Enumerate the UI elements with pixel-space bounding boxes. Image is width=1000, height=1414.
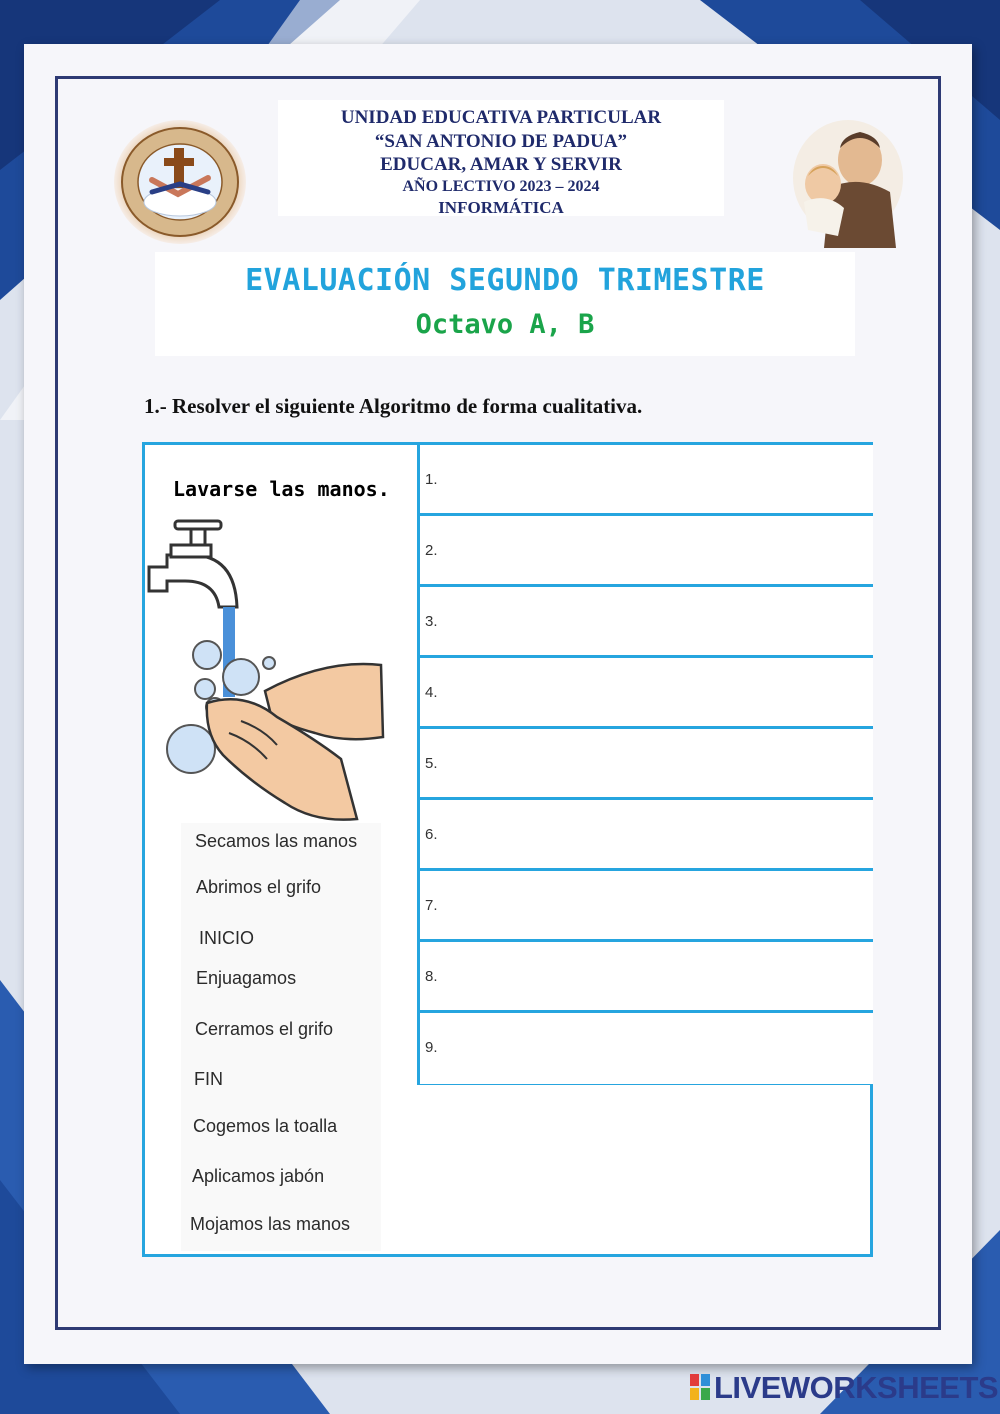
step-number: 5. [425,755,438,772]
option-item[interactable]: Aplicamos jabón [192,1166,325,1186]
step-drop-slot[interactable] [420,445,873,516]
task-title: Lavarse las manos. [173,477,390,501]
school-name-line1: UNIDAD EDUCATIVA PARTICULAR [340,107,662,128]
step-drop-slot[interactable] [420,871,873,942]
option-item[interactable]: INICIO [199,928,255,948]
step-number: 3. [425,613,438,630]
step-drop-slot[interactable] [420,658,873,729]
step-number: 4. [425,684,438,701]
step-number: 6. [425,826,438,843]
step-number: 9. [425,1039,438,1056]
option-item[interactable]: Mojamos las manos [190,1214,351,1234]
step-drop-slot[interactable] [420,729,873,800]
saint-anthony-image [778,118,908,250]
step-drop-slot[interactable] [420,942,873,1013]
school-motto: EDUCAR, AMAR Y SERVIR [380,154,622,175]
option-item[interactable]: Cogemos la toalla [193,1116,338,1136]
option-item[interactable]: FIN [194,1069,223,1089]
evaluation-subtitle: Octavo A, B [415,309,595,340]
step-drop-slot[interactable] [420,587,873,658]
step-number: 1. [425,471,438,488]
evaluation-title: EVALUACIÓN SEGUNDO TRIMESTRE [245,263,765,298]
school-year: AÑO LECTIVO 2023 – 2024 [402,178,600,195]
question-instruction: 1.- Resolver el siguiente Algoritmo de forma cualitativa. [144,394,643,418]
school-header [278,100,724,216]
option-item[interactable]: Enjuagamos [196,968,297,988]
step-number: 2. [425,542,438,559]
option-item[interactable]: Abrimos el grifo [196,877,322,897]
options-column [145,445,417,1254]
step-number: 7. [425,897,438,914]
algorithm-exercise [142,442,873,1257]
subject-name: INFORMÁTICA [438,198,564,217]
liveworksheets-logo-text: LIVEWORKSHEETS [714,1370,999,1405]
step-drop-slot[interactable] [420,1013,873,1084]
handwashing-illustration [145,519,417,829]
school-seal-logo [112,118,248,246]
school-name-line2: “SAN ANTONIO DE PADUA” [374,131,628,152]
option-item[interactable]: Secamos las manos [195,831,358,851]
steps-answer-list [417,445,873,1085]
liveworksheets-mark-icon [690,1374,710,1400]
option-item[interactable]: Cerramos el grifo [195,1019,334,1039]
step-drop-slot[interactable] [420,800,873,871]
step-drop-slot[interactable] [420,516,873,587]
liveworksheets-logo[interactable] [690,1370,999,1410]
step-number: 8. [425,968,438,985]
evaluation-title-block [155,252,855,356]
